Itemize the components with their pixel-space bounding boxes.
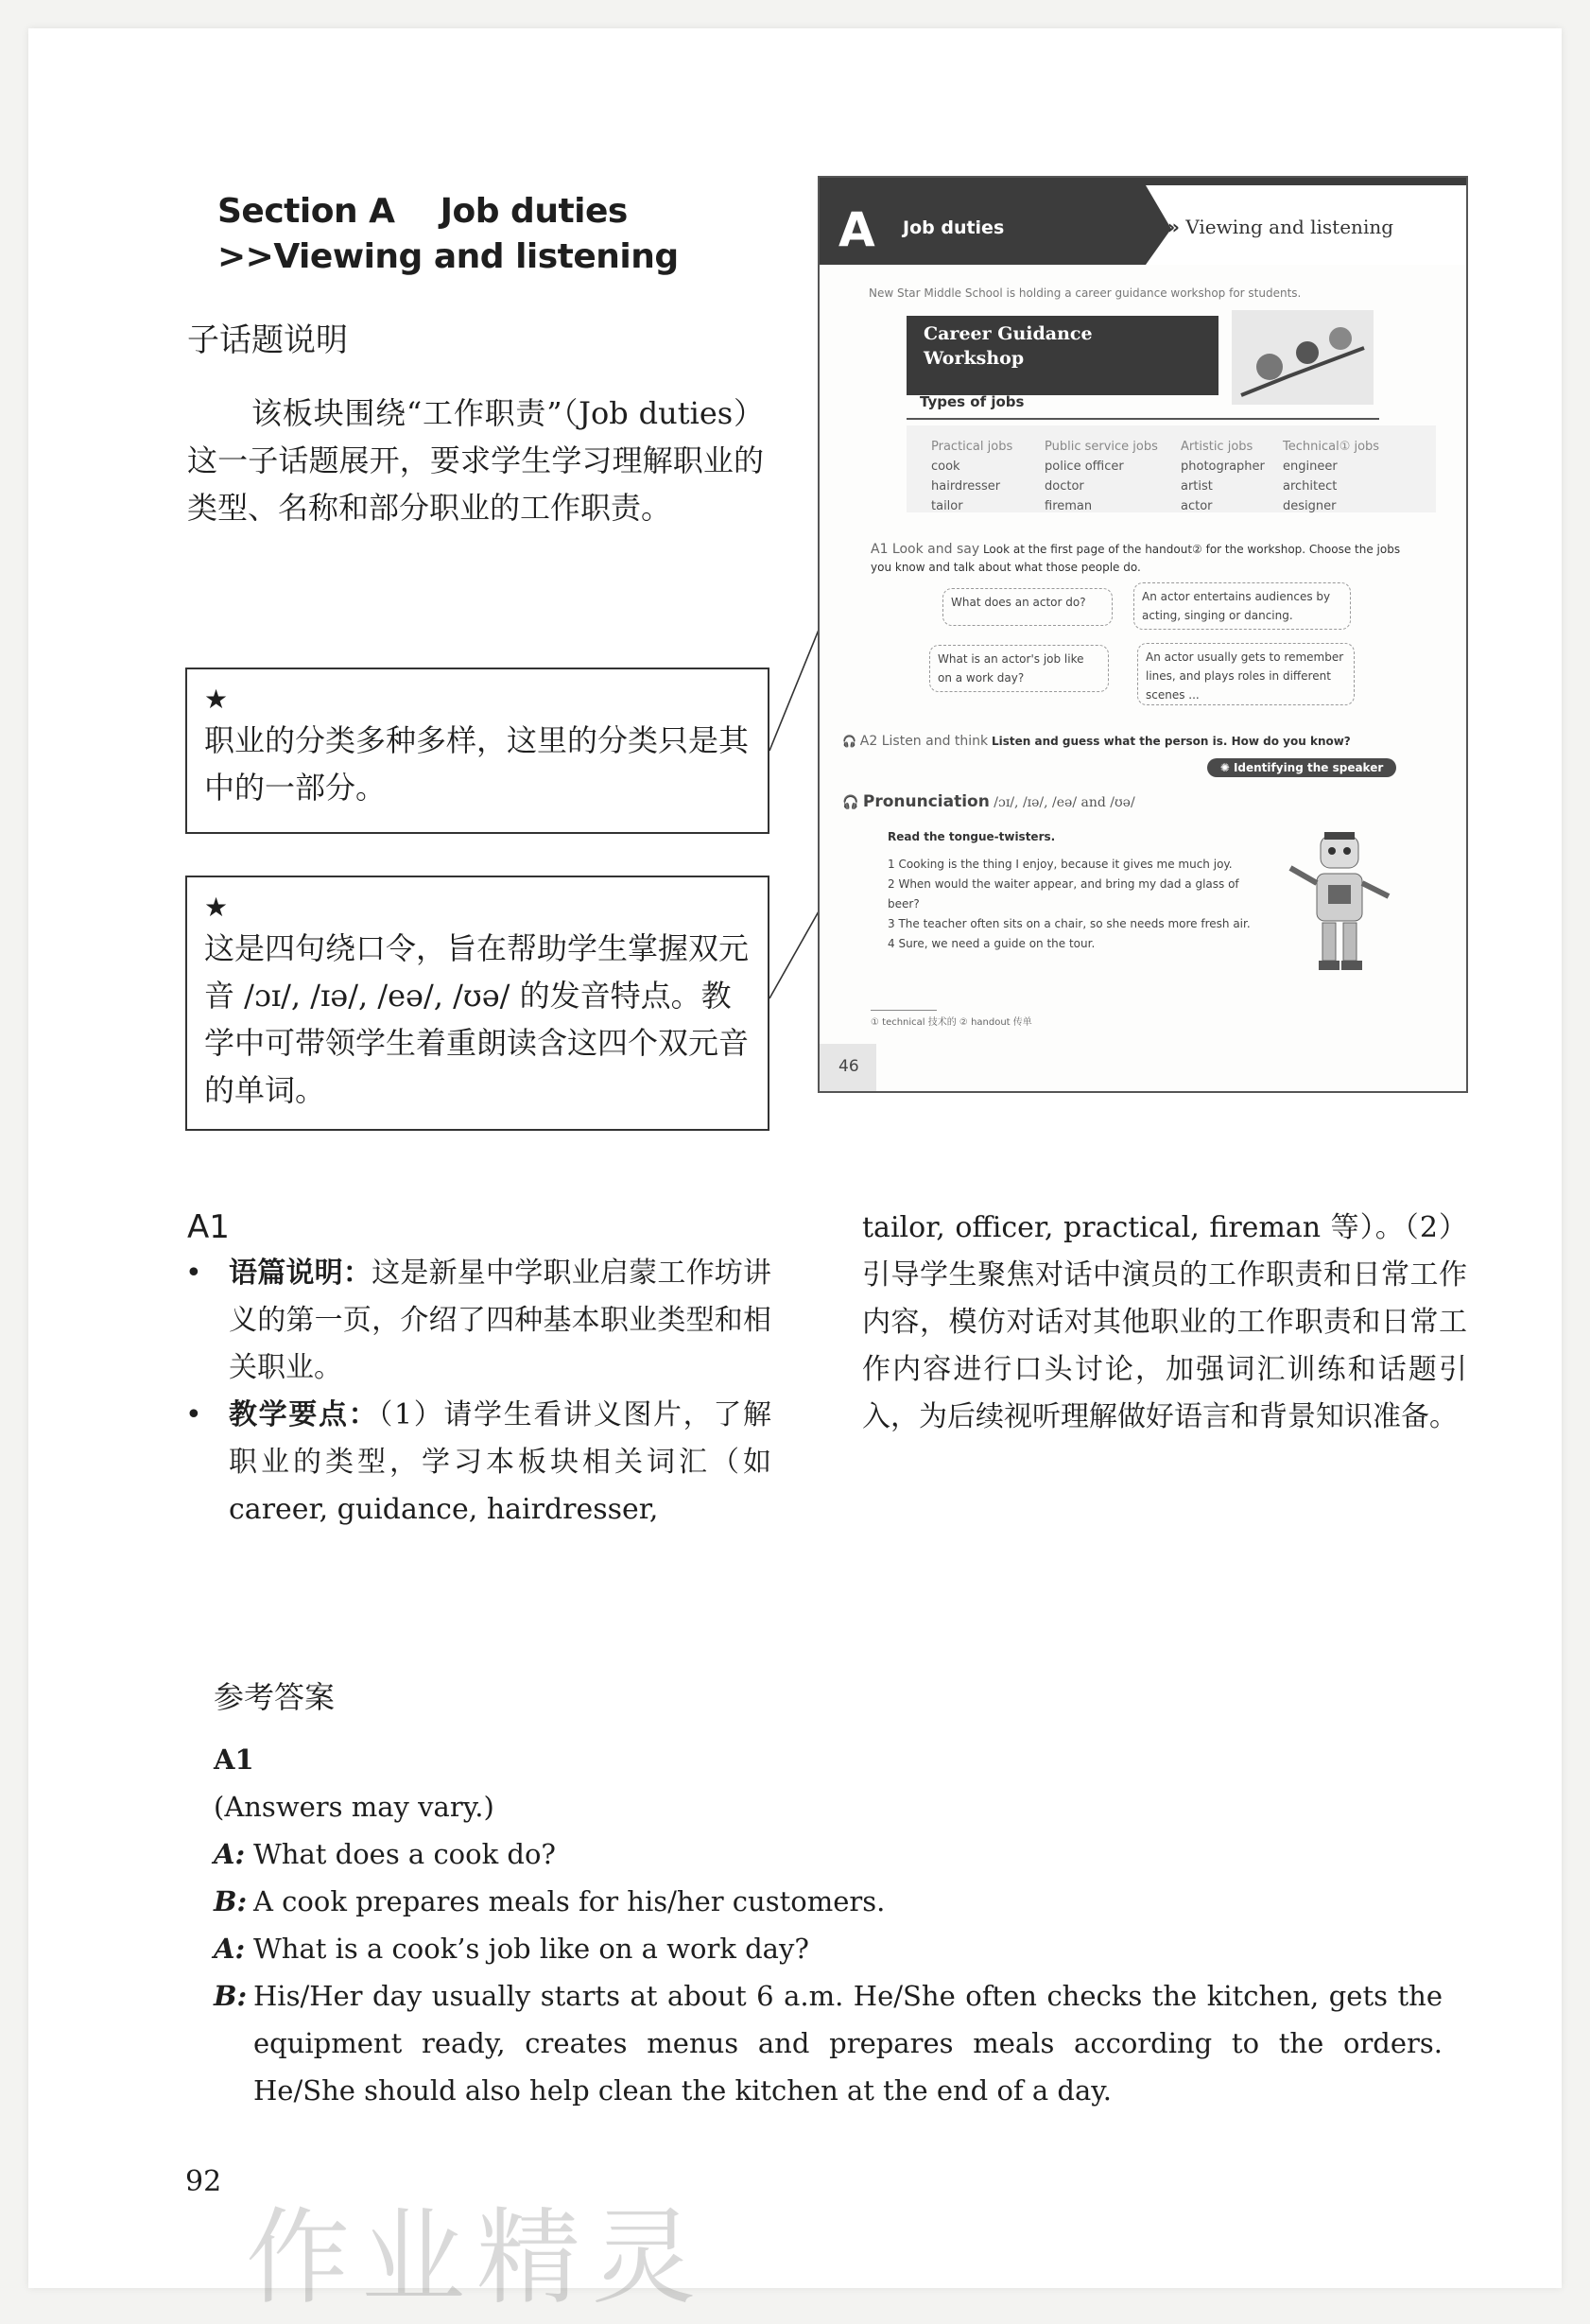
section-title-line2: >>Viewing and listening — [217, 237, 679, 276]
pronunciation-label: Pronunciation — [862, 792, 990, 811]
bullet-label: 教学要点： — [229, 1398, 379, 1431]
answer-line — [214, 1878, 1443, 1925]
textbook-page — [818, 176, 1468, 1093]
headphones-icon: 🎧 — [842, 735, 856, 748]
answers-heading: 参考答案 — [214, 1679, 336, 1715]
skill-tag-label: Identifying the speaker — [1233, 761, 1384, 774]
job-item: actor — [1181, 499, 1213, 513]
tongue-twister: 2 When would the waiter appear, and bring my dad a glass of beer? — [888, 877, 1239, 911]
types-label: Types of jobs — [920, 393, 1025, 410]
a2-task-label: A2 Listen and think — [859, 734, 989, 749]
bullet-text: 这是新星中学职业启蒙工作坊讲义的第一页，介绍了四种基本职业类型和相关职业。 — [229, 1257, 772, 1384]
job-column-head: Practical jobs — [931, 440, 1013, 454]
bullet-label: 语篇说明： — [229, 1257, 372, 1290]
section-title-line1: Section A Job duties — [217, 192, 628, 231]
textbook-page-number: 46 — [838, 1057, 859, 1076]
answer-text: A cook prepares meals for his/her customers. — [253, 1885, 886, 1917]
job-item: photographer — [1181, 460, 1265, 474]
subtopic-paragraph: 该板块围绕“工作职责”（Job duties）这一子话题展开，要求学生学习理解职业的类型、名称和部分职业的工作职责。 — [187, 395, 764, 526]
job-item: doctor — [1045, 479, 1084, 494]
answers-note: (Answers may vary.) — [214, 1791, 494, 1823]
job-item: fireman — [1045, 499, 1093, 513]
answer-text: What does a cook do? — [253, 1838, 556, 1870]
star-icon: ★ — [204, 684, 229, 715]
job-column-head: Artistic jobs — [1181, 440, 1253, 454]
watermark: 作业精灵 — [246, 2197, 707, 2318]
job-item: engineer — [1283, 460, 1338, 474]
a1-bullet-2 — [185, 1392, 771, 1534]
speech-bubble-a1: An actor entertains audiences by acting, singing or dancing. — [1133, 582, 1351, 630]
speech-bubble-q1: What does an actor do? — [942, 588, 1113, 626]
tongue-twister: 3 The teacher often sits on a chair, so she needs more fresh air. — [888, 917, 1251, 930]
note-text-2: 这是四句绕口令，旨在帮助学生掌握双元音 /ɔɪ/, /ɪə/, /eə/, /ʊə/ 的发音特点。教学中可带领学生着重朗读含这四个双元音的单词。 — [204, 930, 750, 1108]
bullet-text: （1）请学生看讲义图片，了解职业的类型，学习本板块相关词汇（如 career, guidance, hairdresser, — [229, 1398, 771, 1526]
job-column-head: Public service jobs — [1045, 440, 1158, 454]
answer-line — [214, 1972, 1443, 2114]
header-letter: A — [838, 202, 875, 257]
workshop-illustration — [1232, 310, 1374, 405]
header-section-label: Viewing and listening — [1185, 216, 1394, 238]
a1-task-text: Look at the first page of the handout② for the workshop. Choose the jobs you know and talk about what those people do. — [871, 543, 1401, 574]
pronunciation-heading — [842, 792, 1135, 811]
tongue-twister: 1 Cooking is the thing I enjoy, because it gives me much joy. — [888, 858, 1233, 871]
speech-bubble-q2: What is an actor's job like on a work day? — [929, 645, 1109, 692]
pronunciation-sounds: /ɔɪ/, /ɪə/, /eə/ and /ʊə/ — [994, 795, 1135, 810]
speaker-label: B: — [214, 1980, 248, 2012]
a2-task-text: Listen and guess what the person is. How do you know? — [991, 735, 1351, 748]
double-chevron-icon: » — [1167, 216, 1180, 238]
job-item: police officer — [1045, 460, 1124, 474]
job-column-1 — [931, 437, 1045, 516]
workshop-title: Career Guidance Workshop — [924, 323, 1093, 369]
job-column-4 — [1283, 437, 1396, 516]
subtopic-heading: 子话题说明 — [187, 321, 348, 359]
job-item: architect — [1283, 479, 1338, 494]
a2-instructions — [842, 734, 1447, 749]
header-title: Job duties — [903, 217, 1005, 238]
speaker-label: A: — [214, 1838, 246, 1870]
tongue-twister-list — [888, 855, 1266, 954]
job-item: artist — [1181, 479, 1213, 494]
a1-continuation: tailor, officer, practical, fireman 等）。（2）引导学生聚焦对话中演员的工作职责和日常工作内容，模仿对话对其他职业的工作职责和日常工作内容进行口头讨论，加强词汇训练和话题引入，为后续视听理解做好语言和背景知识准备。 — [862, 1211, 1467, 1433]
header-section — [1167, 216, 1393, 238]
job-column-2 — [1045, 437, 1177, 516]
answer-text: His/Her day usually starts at about 6 a.m. He/She often checks the kitchen, gets the equipment ready, creates menus and prepares meals according to the orders. He/She should also help clean the kitchen at the end of a day. — [253, 1980, 1443, 2107]
footnote-rule — [871, 1010, 937, 1011]
headphones-icon: 🎧 — [842, 795, 859, 810]
footnotes: ① technical 技术的 ② handout 传单 — [871, 1017, 1032, 1028]
answer-text: What is a cook’s job like on a work day? — [253, 1933, 809, 1965]
speech-bubble-a2: An actor usually gets to remember lines, and plays roles in different scenes ... — [1137, 643, 1355, 705]
robot-illustration — [1273, 830, 1406, 981]
a1-heading: A1 — [187, 1208, 230, 1246]
job-item: designer — [1283, 499, 1337, 513]
answers-label: A1 — [214, 1743, 254, 1776]
job-column-3 — [1181, 437, 1285, 516]
tongue-twister: 4 Sure, we need a guide on the tour. — [888, 937, 1096, 950]
speaker-label: A: — [214, 1933, 246, 1965]
answer-line — [214, 1925, 1443, 1972]
bullet-dot: • — [185, 1257, 202, 1290]
intro-text: New Star Middle School is holding a career guidance workshop for students. — [869, 286, 1302, 300]
note-text-1: 职业的分类多种多样，这里的分类只是其中的一部分。 — [204, 722, 750, 806]
a1-bullet-1 — [185, 1250, 771, 1392]
skill-tag — [1207, 758, 1396, 777]
a1-task-label: A1 Look and say — [871, 542, 980, 557]
page-number: 92 — [185, 2165, 222, 2198]
speaker-label: B: — [214, 1885, 248, 1917]
tongue-twister-instr: Read the tongue-twisters. — [888, 830, 1056, 843]
job-item: cook — [931, 460, 960, 474]
answers-block — [214, 1736, 1443, 2114]
bullet-dot: • — [185, 1398, 202, 1431]
a1-instructions — [871, 541, 1419, 577]
star-icon: ★ — [204, 892, 229, 923]
a1-bullets — [185, 1250, 771, 1534]
sun-icon: ✺ — [1219, 761, 1234, 774]
job-item: hairdresser — [931, 479, 1001, 494]
job-column-head: Technical① jobs — [1283, 440, 1380, 454]
answer-line — [214, 1830, 1443, 1878]
job-item: tailor — [931, 499, 963, 513]
